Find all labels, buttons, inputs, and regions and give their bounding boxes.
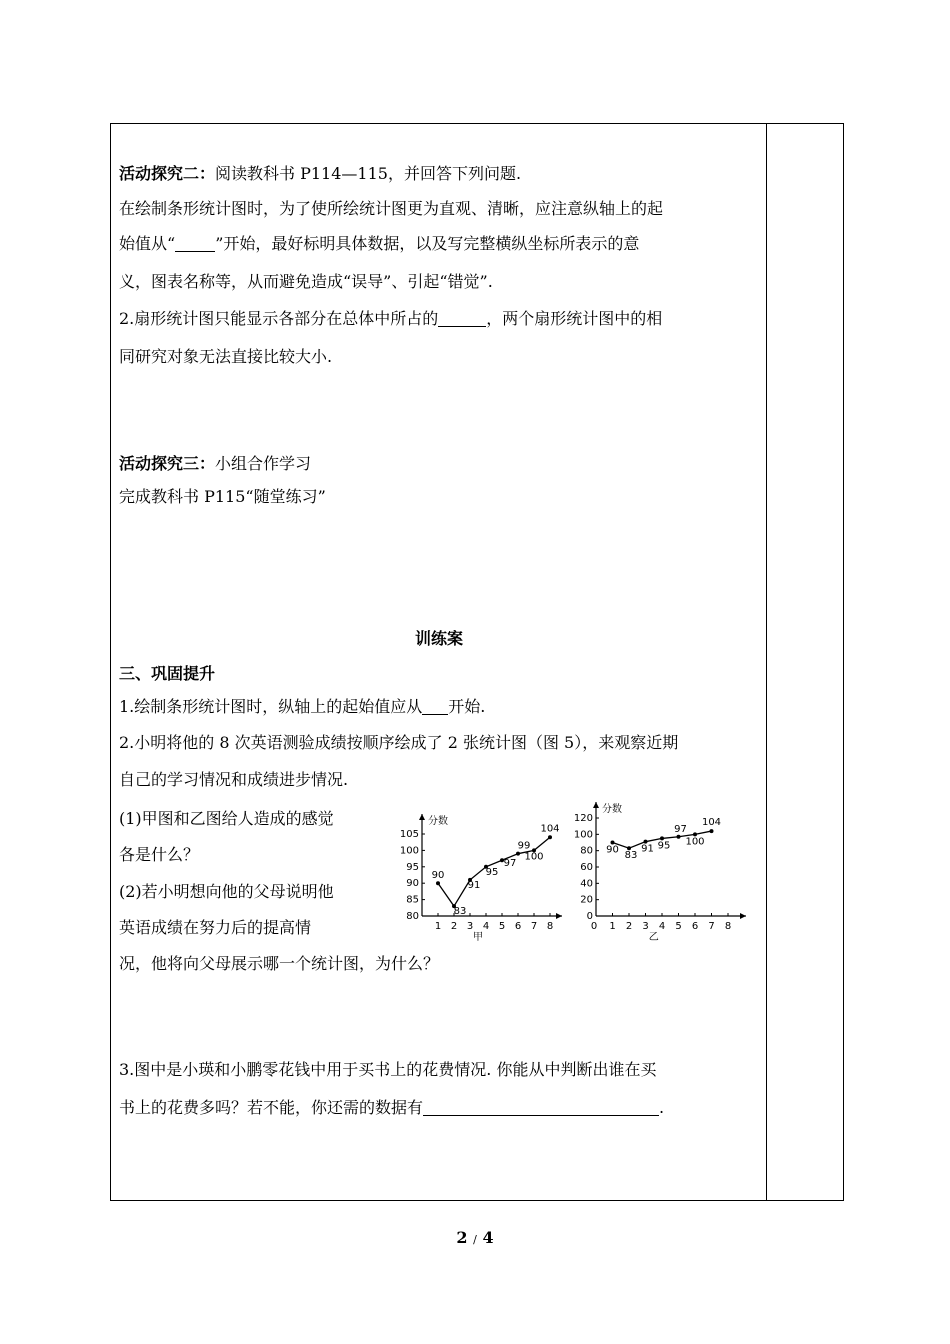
x-tick-label: 8 [724, 921, 732, 932]
y-axis-label: 分数 [602, 804, 622, 815]
chart-title: 甲 [473, 932, 483, 943]
q3-end: . [659, 1098, 665, 1117]
training-heading: 训练案 [414, 629, 463, 648]
q3-line2 [119, 1090, 664, 1126]
data-point [710, 829, 714, 833]
activity3-line1: 完成教科书 P115“随堂练习” [119, 487, 326, 506]
data-label: 95 [485, 866, 499, 878]
chart-title: 乙 [648, 932, 659, 943]
section-heading: 三、巩固提升 [119, 664, 216, 683]
fill-blank-percentage[interactable] [438, 310, 486, 327]
activity3-title: 活动探究三： [119, 454, 216, 473]
q2-line2: 自己的学习情况和成绩进步情况. [119, 770, 349, 789]
data-point [436, 881, 440, 885]
q2-line1: 2.小明将他的 8 次英语测验成绩按顺序绘成了 2 张统计图（图 5），来观察近期 [119, 733, 679, 752]
p1-line2-end: ”开始，最好标明具体数据，以及写完整横纵坐标所表示的意 [215, 234, 640, 253]
x-tick-label: 4 [658, 921, 666, 932]
p2-line1-end: ，两个扇形统计图中的相 [486, 309, 663, 328]
x-tick-label: 3 [642, 921, 649, 932]
activity2-title-rest: 阅读教科书 P114—115，并回答下列问题. [215, 164, 522, 183]
x-tick-label: 5 [498, 921, 506, 932]
y-tick-label: 100 [399, 845, 419, 857]
x-tick-label: 7 [708, 921, 715, 932]
page-footer [0, 1228, 950, 1247]
fill-blank-q1[interactable] [422, 698, 448, 715]
x-tick-label: 2 [450, 921, 458, 932]
y-tick-label: 80 [580, 845, 593, 857]
data-label: 100 [685, 836, 705, 848]
activity2-title: 活动探究二： [119, 164, 216, 183]
y-tick-label: 95 [406, 861, 419, 873]
page-total: 4 [482, 1228, 494, 1247]
data-point [548, 835, 552, 839]
y-tick-label: 60 [580, 862, 593, 873]
x-axis-arrow [740, 913, 746, 919]
data-label: 97 [674, 823, 687, 835]
p2-line1-start: 2.扇形统计图只能显示各部分在总体中所占的 [119, 309, 439, 328]
q3-start: 书上的花费多吗？若不能，你还需的数据有 [119, 1098, 424, 1117]
x-tick-label: 1 [434, 921, 442, 932]
activity2-p2-line2: 同研究对象无法直接比较大小. [119, 347, 333, 366]
x-tick-label: 5 [675, 921, 682, 932]
data-label: 104 [701, 817, 722, 829]
chart-yi [574, 798, 750, 946]
data-label: 91 [467, 879, 481, 891]
activity2-p1-line2 [119, 226, 639, 262]
x-tick-label: 6 [691, 921, 699, 932]
activity2-p1-line3: 义，图表名称等，从而避免造成“误导”、引起“错觉”. [119, 272, 493, 291]
y-tick-label: 80 [406, 911, 419, 922]
q3-line1: 3.图中是小瑛和小鹏零花钱中用于买书上的花费情况. 你能从中判断出谁在买 [119, 1060, 657, 1079]
q1-start: 1.绘制条形统计图时，纵轴上的起始值应从 [119, 697, 423, 716]
activity2-p1-line1: 在绘制条形统计图时，为了使所绘统计图更为直观、清晰，应注意纵轴上的起 [119, 199, 664, 218]
x-axis-arrow [556, 913, 562, 919]
page-separator: / [473, 1233, 477, 1246]
x-tick-label: 6 [514, 921, 522, 932]
q2-sub2-line2: 英语成绩在努力后的提高情 [119, 918, 312, 937]
y-tick-label: 85 [406, 894, 419, 906]
y-tick-label: 90 [406, 878, 419, 890]
y-tick-label: 20 [580, 894, 593, 906]
x-tick-label: 4 [482, 921, 490, 932]
data-label: 95 [657, 840, 671, 852]
data-label: 83 [624, 850, 638, 862]
x-tick-label: 7 [530, 921, 538, 932]
y-axis-arrow [593, 802, 599, 808]
y-tick-label: 40 [580, 878, 593, 890]
q2-sub1-line2: 各是什么？ [119, 845, 200, 864]
data-label: 104 [540, 823, 560, 835]
x-tick-label: 8 [546, 921, 554, 932]
y-axis-label: 分数 [428, 816, 448, 827]
data-label: 83 [453, 906, 467, 918]
y-tick-label: 0 [586, 911, 593, 922]
y-axis-arrow [419, 814, 425, 820]
fill-blank-start-value[interactable] [175, 235, 215, 252]
x-tick-label: 0 [590, 921, 598, 932]
data-label: 91 [641, 843, 654, 855]
data-point [677, 835, 681, 839]
activity3-title-line [119, 446, 311, 482]
y-tick-label: 120 [574, 813, 593, 824]
x-tick-label: 2 [625, 921, 633, 932]
activity2-p2-line1 [119, 301, 662, 337]
q2-sub2-line3: 况，他将向父母展示哪一个统计图，为什么？ [119, 954, 440, 973]
activity2-title-line [119, 156, 521, 192]
p1-line2-start: 始值从“ [119, 234, 176, 253]
data-point [516, 852, 520, 856]
chart-jia [398, 800, 566, 946]
q1-line [119, 689, 485, 725]
content-table [110, 123, 844, 1201]
x-tick-label: 3 [466, 921, 474, 932]
data-label: 99 [517, 840, 531, 852]
x-tick-label: 1 [609, 921, 616, 932]
q2-sub1-line1: (1)甲图和乙图给人造成的感觉 [119, 809, 334, 828]
data-label: 90 [606, 844, 619, 856]
q2-sub2-line1: (2)若小明想向他的父母说明他 [119, 882, 334, 901]
data-label: 97 [503, 858, 517, 870]
column-divider [766, 124, 767, 1200]
data-label: 100 [524, 851, 544, 863]
activity3-title-rest: 小组合作学习 [215, 454, 312, 473]
data-label: 90 [431, 870, 445, 882]
fill-blank-q3[interactable] [423, 1099, 659, 1116]
q1-end: 开始. [448, 697, 486, 716]
y-tick-label: 105 [399, 829, 419, 840]
y-tick-label: 100 [574, 829, 593, 841]
page-number: 2 [456, 1228, 468, 1247]
